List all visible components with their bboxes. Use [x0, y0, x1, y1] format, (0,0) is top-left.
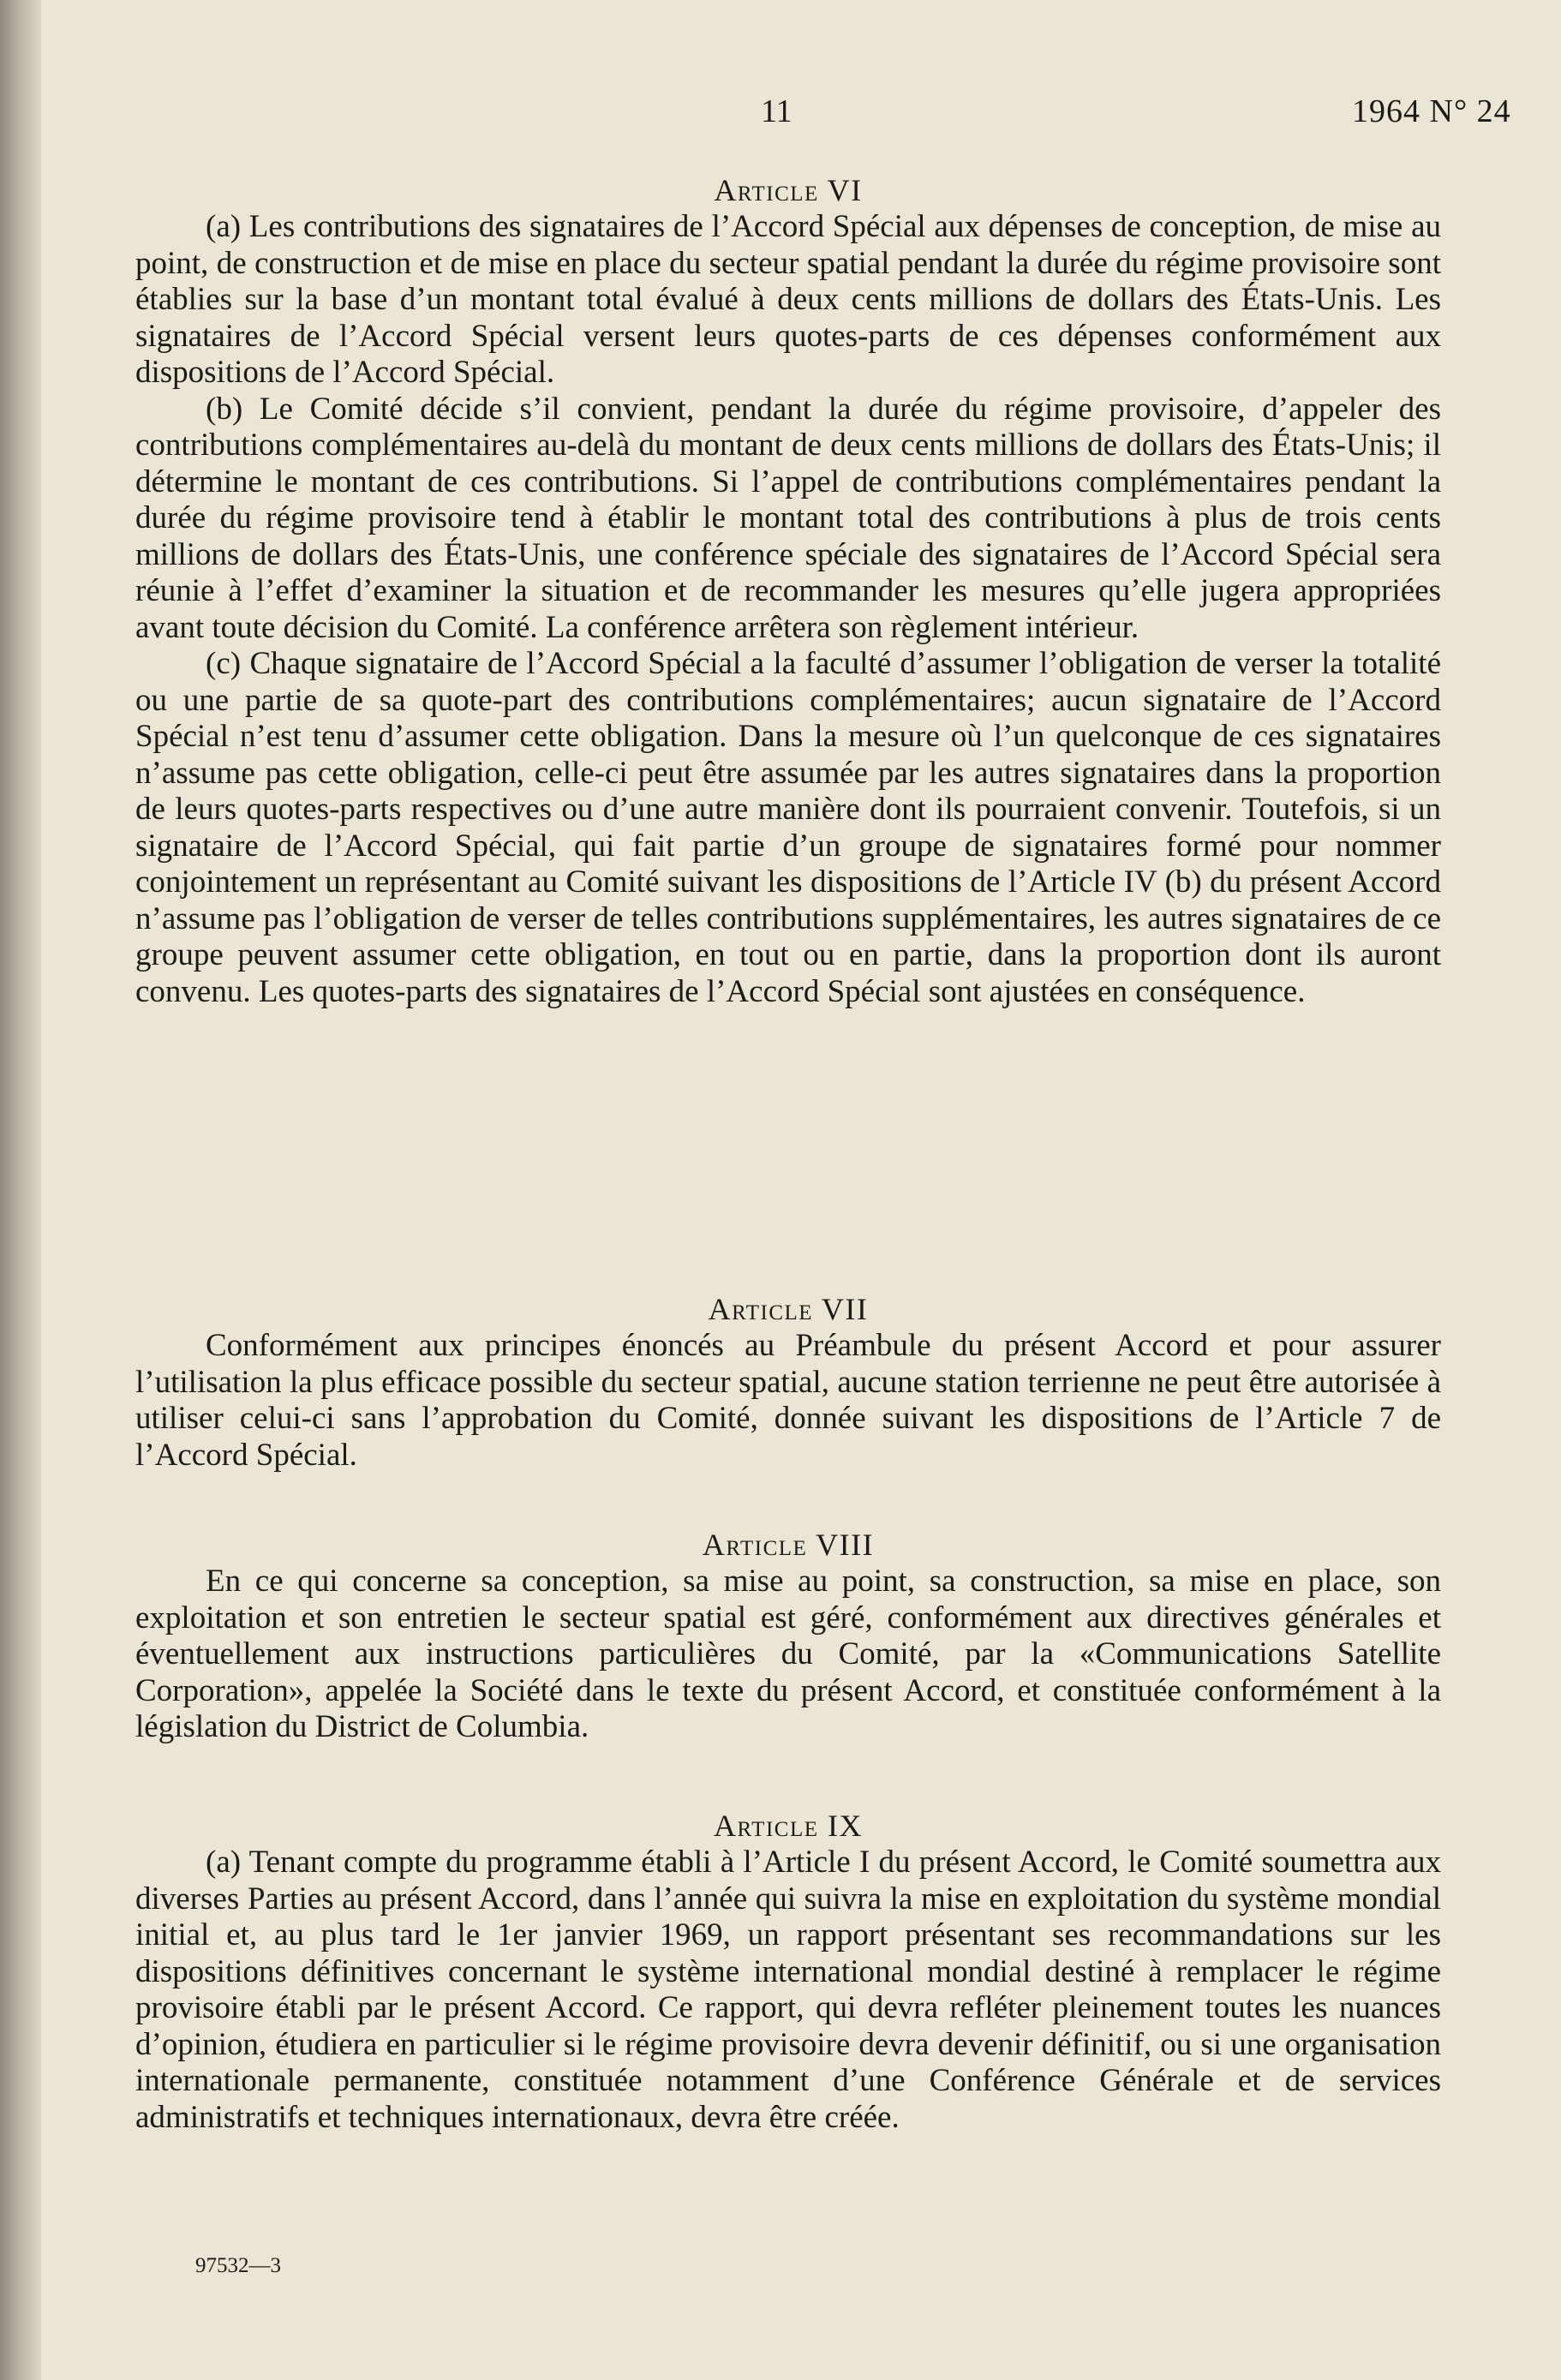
article-vii — [135, 1290, 1441, 1474]
article-ix — [135, 1807, 1441, 2136]
article-heading: Article VIII — [702, 1528, 875, 1562]
article-paragraph: (b) Le Comité décide s’il convient, pendant la durée du régime provisoire, d’appeler des contributions complémentaires au-delà du montant de deux cents millions de dollars des États-Unis; il détermine le montant de ces contributions. Si l’appel de contributions complémentaires pendant la durée du régime provisoire tend à établir le montant total des contributions à plus de trois cents millions de dollars des États-Unis, une conférence spéciale des signataires de l’Accord Spécial sera réunie à l’effet d’examiner la situation et de recommander les mesures qu’elle jugera appropriées avant toute décision du Comité. La conférence arrêtera son règlement intérieur. — [135, 391, 1441, 645]
article-paragraph: (c) Chaque signataire de l’Accord Spécial a la faculté d’assumer l’obligation de verser la totalité ou une partie de sa quote-part des contributions complémentaires; aucun signataire de l’Accord Spécial n’est tenu d’assumer cette obligation. Dans la mesure où l’un quelconque de ces signataires n’assume pas cette obligation, celle-ci peut être assumée par les autres signataires dans la proportion de leurs quotes-parts respectives ou d’une autre manière dont ils pourraient convenir. Toutefois, si un signataire de l’Accord Spécial, qui fait partie d’un groupe de signataires formé pour nommer conjointement un représentant au Comité suivant les dispositions de l’Article IV (b) du présent Accord n’assume pas l’obligation de verser de telles contributions supplémentaires, les autres signataires de ce groupe peuvent assumer cette obligation, en tout ou en partie, dans la proportion dont ils auront convenu. Les quotes-parts des signataires de l’Accord Spécial sont ajustées en conséquence. — [135, 646, 1441, 1009]
article-paragraph: Conformément aux principes énoncés au Préambule du présent Accord et pour assurer l’utilisation la plus efficace possible du secteur spatial, aucune station terrienne ne peut être autorisée à utiliser celui-ci sans l’approbation du Comité, donnée suivant les dispositions de l’Article 7 de l’Accord Spécial. — [135, 1328, 1441, 1473]
print-code: 97532—3 — [195, 2254, 281, 2277]
article-viii — [135, 1526, 1441, 1746]
page-number: 11 — [761, 93, 792, 129]
article-paragraph: En ce qui concerne sa conception, sa mise au point, sa construction, sa mise en place, son exploitation et son entretien le secteur spatial est géré, conformément aux directives générales et éventuellement aux instructions particulières du Comité, par la «Communications Satellite Corporation», appelée la Société dans le texte du présent Accord, et constituée conformément à la législation du District de Columbia. — [135, 1564, 1441, 1744]
article-paragraph: (a) Les contributions des signataires de l’Accord Spécial aux dépenses de conception, de mise au point, de construction et de mise en place du secteur spatial pendant la durée du régime provisoire sont établies sur la base d’un montant total évalué à deux cents millions de dollars des États-Unis. Les signataires de l’Accord Spécial versent leurs quotes-parts de ces dépenses conformément aux dispositions de l’Accord Spécial. — [135, 209, 1441, 390]
article-heading: Article VII — [708, 1292, 869, 1326]
article-heading: Article IX — [714, 1809, 863, 1843]
issue-number: 1964 N° 24 — [1352, 93, 1511, 129]
article-vi — [135, 171, 1441, 1010]
article-heading: Article VI — [714, 173, 863, 207]
article-paragraph: (a) Tenant compte du programme établi à l’Article I du présent Accord, le Comité soumettra aux diverses Parties au présent Accord, dans l’année qui suivra la mise en exploitation du système mondial initial et, au plus tard le 1er janvier 1969, un rapport présentant ses recommandations sur les dispositions définitives concernant le système international mondial destiné à remplacer le régime provisoire établi par le présent Accord. Ce rapport, qui devra refléter pleinement toutes les nuances d’opinion, étudiera en particulier si le régime provisoire devra devenir définitif, ou si une organisation internationale permanente, constituée notamment d’une Conférence Générale et de services administratifs et techniques internationaux, devra être créée. — [135, 1845, 1441, 2135]
